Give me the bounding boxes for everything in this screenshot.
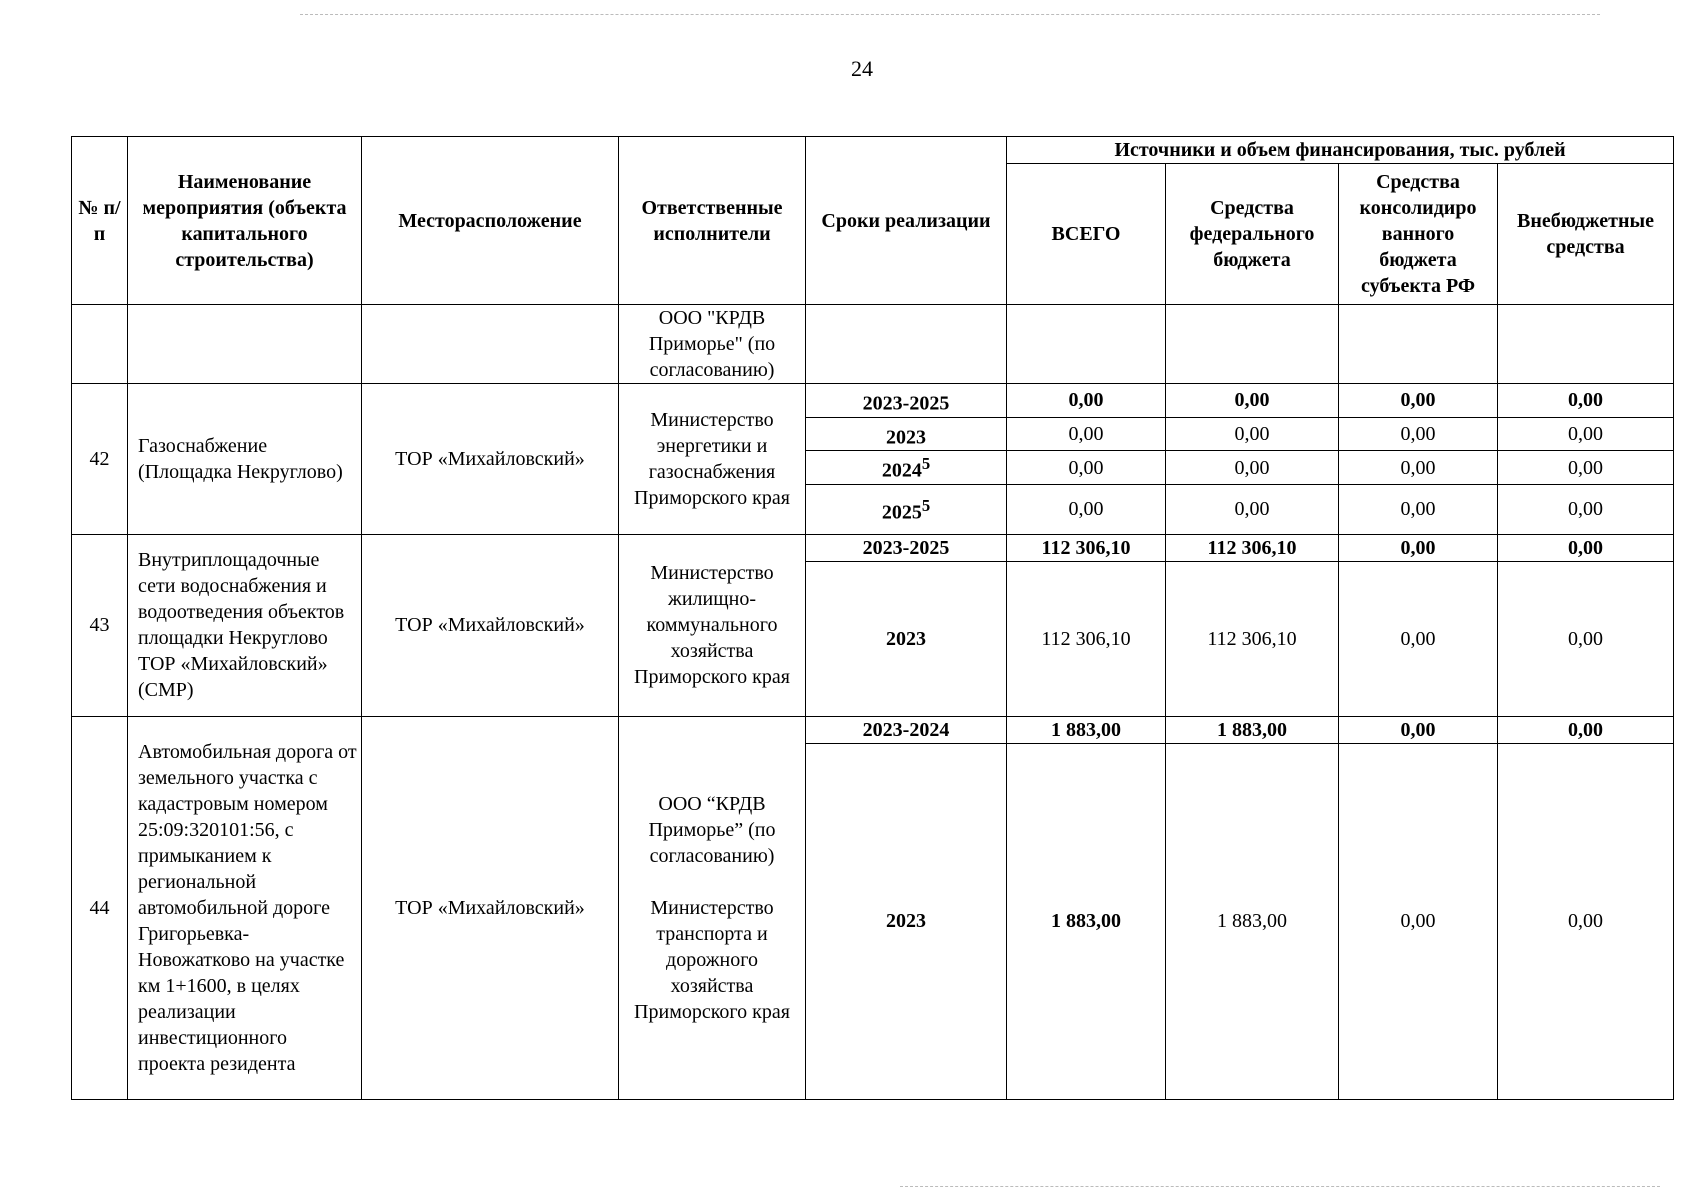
row-name: Внутриплощадочные сети водоснабжения и водоотведения объектов площадки Некруглово ТОР «Михайловский» (СМР) <box>128 534 362 716</box>
row-extra: 0,00 <box>1498 451 1674 485</box>
row-location: ТОР «Михайловский» <box>362 534 619 716</box>
header-extra: Внебюджетные средства <box>1498 164 1674 305</box>
row-total: 0,00 <box>1007 451 1166 485</box>
row-location: ТОР «Михайловский» <box>362 716 619 1099</box>
row-num: 42 <box>72 384 128 535</box>
row-num: 44 <box>72 716 128 1099</box>
header-name: Наименование мероприятия (объекта капитального строительства) <box>128 137 362 305</box>
row-period: 2023 <box>806 417 1007 451</box>
row-period: 2024$^5$ <box>806 451 1007 485</box>
row-federal: 1 883,00 <box>1166 743 1339 1099</box>
row-extra: 0,00 <box>1498 561 1674 716</box>
row-name: Газоснабжение (Площадка Некруглово) <box>128 384 362 535</box>
row-total: 1 883,00 <box>1007 743 1166 1099</box>
continuation-row <box>72 305 1674 384</box>
row-period: 2023-2025 <box>806 384 1007 418</box>
row-executors-2: Министерство транспорта и дорожного хозяйства Приморского края <box>634 896 790 1023</box>
row-federal: 0,00 <box>1166 451 1339 485</box>
header-total: ВСЕГО <box>1007 164 1166 305</box>
row-total: 1 883,00 <box>1007 716 1166 743</box>
header-location: Месторасположение <box>362 137 619 305</box>
row-num: 43 <box>72 534 128 716</box>
header-period: Сроки реализации <box>806 137 1007 305</box>
row-federal: 0,00 <box>1166 417 1339 451</box>
row-total: 112 306,10 <box>1007 534 1166 561</box>
row-executors: Министерство жилищно-коммунального хозяйства Приморского края <box>619 534 806 716</box>
row-total: 0,00 <box>1007 484 1166 534</box>
row-federal: 1 883,00 <box>1166 716 1339 743</box>
header-federal: Средства федерального бюджета <box>1166 164 1339 305</box>
scan-artifact-top <box>300 14 1600 15</box>
row-total: 0,00 <box>1007 417 1166 451</box>
row-executors: Министерство энергетики и газоснабжения Приморского края <box>619 384 806 535</box>
row-period: 2023-2024 <box>806 716 1007 743</box>
row-extra: 0,00 <box>1498 384 1674 418</box>
row-extra: 0,00 <box>1498 484 1674 534</box>
row-extra: 0,00 <box>1498 534 1674 561</box>
header-executors: Ответственные исполнители <box>619 137 806 305</box>
row-federal: 112 306,10 <box>1166 561 1339 716</box>
header-num: № п/п <box>72 137 128 305</box>
row-federal: 112 306,10 <box>1166 534 1339 561</box>
row-extra: 0,00 <box>1498 716 1674 743</box>
table-row <box>72 716 1674 743</box>
row-extra: 0,00 <box>1498 743 1674 1099</box>
financing-table <box>71 136 1674 1100</box>
row-federal: 0,00 <box>1166 484 1339 534</box>
continuation-executors: ООО "КРДВ Приморье" (по согласованию) <box>619 305 806 384</box>
scan-artifact-bottom <box>900 1186 1660 1187</box>
row-extra: 0,00 <box>1498 417 1674 451</box>
row-period: 2023 <box>806 561 1007 716</box>
row-location: ТОР «Михайловский» <box>362 384 619 535</box>
row-regional: 0,00 <box>1339 534 1498 561</box>
row-federal: 0,00 <box>1166 384 1339 418</box>
row-period: 2023 <box>806 743 1007 1099</box>
header-sources-group: Источники и объем финансирования, тыс. рублей <box>1007 137 1674 164</box>
row-regional: 0,00 <box>1339 384 1498 418</box>
table-row <box>72 384 1674 418</box>
row-regional: 0,00 <box>1339 561 1498 716</box>
page-number: 24 <box>851 56 873 81</box>
table-row <box>72 534 1674 561</box>
row-regional: 0,00 <box>1339 743 1498 1099</box>
row-period: 2025$^5$ <box>806 484 1007 534</box>
row-total: 0,00 <box>1007 384 1166 418</box>
row-regional: 0,00 <box>1339 417 1498 451</box>
row-name: Автомобильная дорога от земельного участка с кадастровым номером 25:09:320101:56, с примыканием к региональной автомобильной дороге Григорьевка-Новожатково на участке км 1+1600, в целях реализации инвестиционного проекта резидента <box>128 716 362 1099</box>
row-total: 112 306,10 <box>1007 561 1166 716</box>
row-executors <box>619 716 806 1099</box>
row-regional: 0,00 <box>1339 716 1498 743</box>
row-period: 2023-2025 <box>806 534 1007 561</box>
row-regional: 0,00 <box>1339 484 1498 534</box>
row-executors-1: ООО “КРДВ Приморье” (по согласованию) <box>648 792 776 867</box>
row-regional: 0,00 <box>1339 451 1498 485</box>
header-regional: Средства консолидиро ванного бюджета субъекта РФ <box>1339 164 1498 305</box>
header-row-1 <box>72 137 1674 164</box>
